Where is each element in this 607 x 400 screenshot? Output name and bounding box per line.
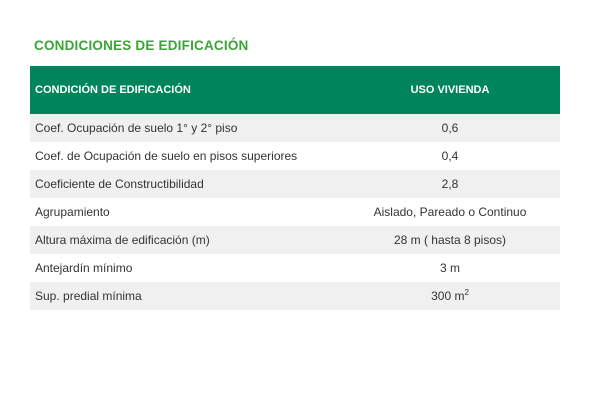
section-title: CONDICIONES DE EDIFICACIÓN: [34, 38, 249, 53]
row-value: [346, 289, 560, 303]
row-condition: Coef. de Ocupación de suelo en pisos superiores: [35, 149, 298, 163]
table-row: [30, 114, 560, 142]
row-value: 0,4: [441, 149, 459, 163]
header-condition: CONDICIÓN DE EDIFICACIÓN: [35, 84, 191, 96]
row-condition: Altura máxima de edificación (m): [35, 233, 210, 247]
table-row: [30, 226, 560, 254]
row-condition: Agrupamiento: [35, 205, 110, 219]
table-row: [30, 198, 560, 226]
row-value: Aislado, Pareado o Continuo: [373, 205, 527, 219]
row-value: 3 m: [439, 261, 460, 275]
row-condition: Coeficiente de Constructibilidad: [35, 177, 204, 191]
table-row: [30, 282, 560, 310]
table-row: [30, 170, 560, 198]
row-condition: Antejardín mínimo: [35, 261, 133, 275]
row-value: 28 m ( hasta 8 pisos): [393, 233, 507, 247]
row-condition: Sup. predial mínima: [35, 289, 142, 303]
row-value: 2,8: [441, 177, 459, 191]
row-condition: Coef. Ocupación de suelo 1° y 2° piso: [35, 121, 238, 135]
conditions-table: [30, 66, 560, 310]
header-uso-vivienda: USO VIVIENDA: [410, 84, 490, 96]
value-text: 300 m: [431, 289, 465, 303]
table-header: [30, 66, 560, 114]
row-value: 0,6: [441, 121, 459, 135]
table-row: [30, 254, 560, 282]
value-superscript: 2: [464, 288, 469, 297]
table-row: [30, 142, 560, 170]
